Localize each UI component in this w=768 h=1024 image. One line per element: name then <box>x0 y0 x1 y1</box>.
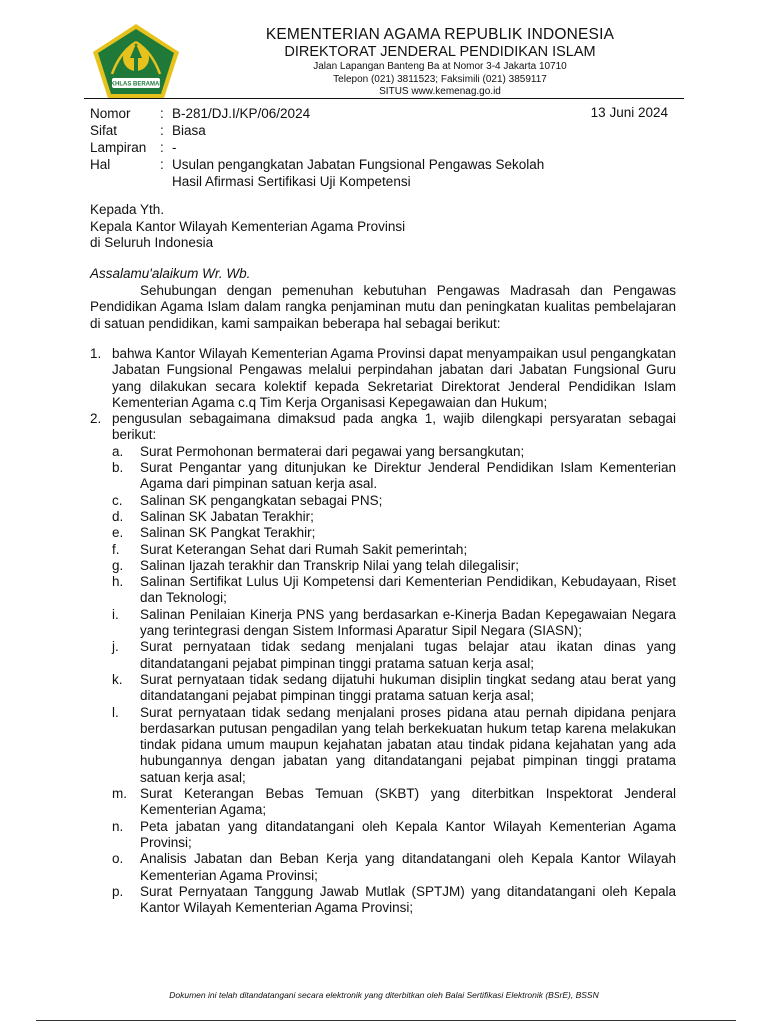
meta-nomor: Nomor : B-281/DJ.I/KP/06/2024 <box>90 106 311 121</box>
greeting: Assalamu'alaikum Wr. Wb. <box>90 266 251 281</box>
ministry-name: KEMENTERIAN AGAMA REPUBLIK INDONESIA <box>265 26 615 43</box>
recipient-block <box>90 202 676 252</box>
kemenag-logo <box>90 22 182 100</box>
letterhead-divider <box>84 98 684 99</box>
sub-item: c. Salinan SK pengangkatan sebagai PNS; <box>112 492 383 508</box>
requirements-list <box>90 346 676 916</box>
sub-item: h. Salinan Sertifikat Lulus Uji Kompetensi dari Kementerian Pendidikan, Kebudayaan, Riset dan Teknologi; <box>112 574 676 606</box>
sub-item: m. Surat Keterangan Bebas Temuan (SKBT) yang diterbitkan Inspektorat Jenderal Kementerian Agama; <box>112 786 676 818</box>
website: SITUS www.kemenag.go.id <box>379 86 501 97</box>
sub-item: n. Peta jabatan yang ditandatangani oleh Kepala Kantor Wilayah Kementerian Agama Provinsi; <box>112 818 676 850</box>
footer-divider <box>36 1020 736 1021</box>
subject-line-2: Hasil Afirmasi Sertifikasi Uji Kompetensi <box>172 174 411 189</box>
address: Jalan Lapangan Banteng Ba at Nomor 3-4 Jakarta 10710 <box>313 61 567 72</box>
recipient-line-1: Kepada Yth. <box>90 202 165 217</box>
letter-date: 13 Juni 2024 <box>590 105 668 120</box>
sub-item: i. Salinan Penilaian Kinerja PNS yang berdasarkan e-Kinerja Badan Kepegawaian Negara yang terintegrasi dengan Sistem Informasi Aparatur Sipil Negara (SIASN); <box>112 606 676 639</box>
greeting-block <box>90 266 676 332</box>
sub-item: o. Analisis Jabatan dan Beban Kerja yang ditandatangani oleh Kepala Kantor Wilayah Kementerian Agama Provinsi; <box>112 851 676 883</box>
sub-item: e. Salinan SK Pangkat Terakhir; <box>112 525 316 541</box>
svg-text:IKHLAS BERAMAL: IKHLAS BERAMAL <box>109 81 163 88</box>
recipient-line-3: di Seluruh Indonesia <box>90 235 214 250</box>
sub-item: f. Surat Keterangan Sehat dari Rumah Sakit pemerintah; <box>112 541 468 557</box>
phone-fax: Telepon (021) 3811523; Faksimili (021) 3859117 <box>333 73 547 85</box>
sub-item: d. Salinan SK Jabatan Terakhir; <box>112 508 314 524</box>
sub-item: g. Salinan Ijazah terakhir dan Transkrip Nilai yang telah dilegalisir; <box>112 557 519 573</box>
subject-line-1: Usulan pengangkatan Jabatan Fungsional Pengawas Sekolah <box>172 157 545 172</box>
list-item: 2. pengusulan sebagaimana dimaksud pada angka 1, wajib dilengkapi persyaratan sebagai berikut: <box>90 411 676 443</box>
sub-item: j. Surat pernyataan tidak sedang menjalani tugas belajar atau ikatan dinas yang ditandatangani pejabat pimpinan tinggi pratama satuan kerja asal; <box>112 639 676 671</box>
e-signature-footer: Dokumen ini telah ditandatangani secara elektronik yang diterbitkan oleh Balai Sertifikasi Elektronik (BSrE), BSSN <box>169 990 599 1000</box>
sub-item: k. Surat pernyataan tidak sedang dijatuhi hukuman disiplin tingkat sedang atau berat yang ditandatangani pejabat pimpinan tinggi pratama satuan kerja asal; <box>112 671 676 704</box>
meta-sifat: Sifat : Biasa <box>90 123 206 138</box>
meta-hal: Hal : Usulan pengangkatan Jabatan Fungsional Pengawas Sekolah Hasil Afirmasi Sertifikasi Uji Kompetensi <box>90 157 545 189</box>
sub-item: p. Surat Pernyataan Tanggung Jawab Mutlak (SPTJM) yang ditandatangani oleh Kepala Kantor Wilayah Kementerian Agama Provinsi; <box>112 883 676 916</box>
sub-item: l. Surat pernyataan tidak sedang menjalani proses pidana atau pernah dipidana penjara berdasarkan putusan pengadilan yang telah berkekuatan hukum tetap karena melakukan tindak pidana umum maupun kejahatan jabatan atau tindak pidana kejahatan yang ada hubungannya dengan jabatan yang ditandatangani pejabat pimpinan tinggi pratama satuan kerja asal; <box>112 704 676 785</box>
recipient-line-2: Kepala Kantor Wilayah Kementerian Agama Provinsi <box>90 218 406 234</box>
sub-item: a. Surat Permohonan bermaterai dari pegawai yang bersangkutan; <box>112 443 525 459</box>
intro-paragraph: Sehubungan dengan pemenuhan kebutuhan Pengawas Madrasah dan Pengawas Pendidikan Agama Islam dalam rangka penjaminan mutu dan peningkatan kualitas pembelajaran di satuan pendidikan, kami sampaikan beberapa hal sebagai berikut: <box>90 282 676 331</box>
sub-item: b. Surat Pengantar yang ditunjukan ke Direktur Jenderal Pendidikan Islam Kementerian Agama dari pimpinan satuan kerja asal. <box>112 460 676 492</box>
list-item: 1. bahwa Kantor Wilayah Kementerian Agama Provinsi dapat menyampaikan usul pengangkatan Jabatan Fungsional Pengawas melalui perpindahan jabatan dari Jabatan Fungsional Guru yang dilakukan secara kolektif kepada Sekretariat Direktorat Jenderal Pendidikan Islam Kementerian Agama c.q Tim Kerja Organisasi Kepegawaian dan Hukum; <box>90 346 676 410</box>
meta-lampiran: Lampiran : - <box>90 140 177 155</box>
directorate-name: DIREKTORAT JENDERAL PENDIDIKAN ISLAM <box>284 44 596 60</box>
letterhead <box>200 26 680 99</box>
